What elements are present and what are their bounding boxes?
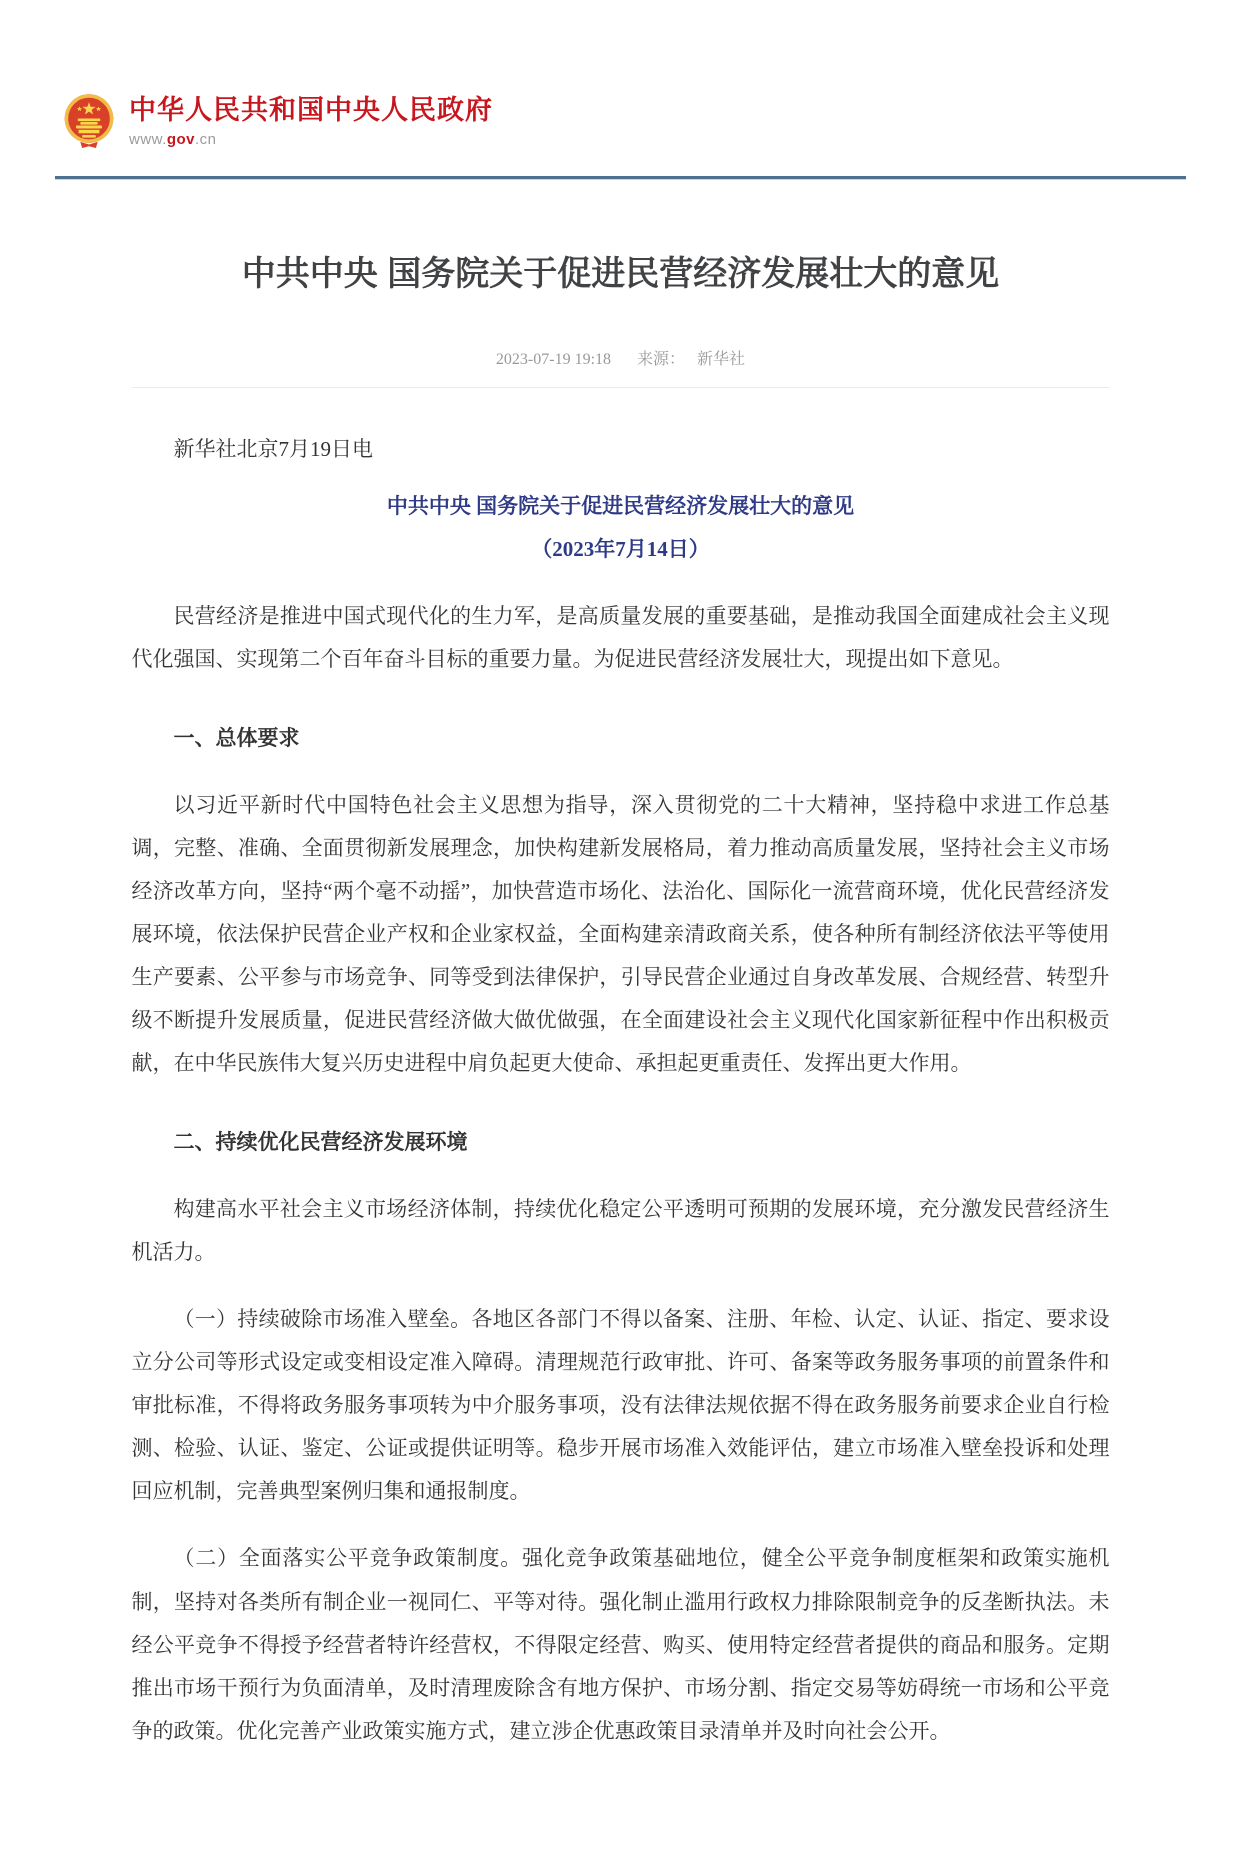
national-emblem-icon <box>63 92 115 152</box>
document-date: （2023年7月14日） <box>531 536 710 561</box>
article-body <box>132 428 1110 1857</box>
site-logo[interactable] <box>63 92 1186 152</box>
site-url[interactable] <box>129 131 493 148</box>
site-url-www: www. <box>129 131 167 149</box>
body-paragraph: 构建高水平社会主义市场经济体制，持续优化稳定公平透明可预期的发展环境，充分激发民营经济生机活力。 <box>131 1197 1110 1265</box>
body-paragraph: 以习近平新时代中国特色社会主义思想为指导，深入贯彻党的二十大精神，坚持稳中求进工作总基调，完整、准确、全面贯彻新发展理念，加快构建新发展格局，着力推动高质量发展，坚持社会主义市场经济改革方向，坚持“两个毫不动摇”，加快营造市场化、法治化、国际化一流营商环境，优化民营经济发展环境，依法保护民营企业产权和企业家权益，全面构建亲清政商关系，使各种所有制经济依法平等使用生产要素、公平参与市场竞争、同等受到法律保护，引导民营企业通过自身改革发展、合规经营、转型升级不断提升发展质量，促进民营经济做大做优做强，在全面建设社会主义现代化国家新征程中作出积极贡献，在中华民族伟大复兴历史进程中肩负起更大使命、承担起更重责任、发挥出更大作用。 <box>131 792 1110 1076</box>
article-meta <box>132 346 1110 369</box>
source-value: 新华社 <box>697 350 746 368</box>
section-heading: 一、总体要求 <box>173 725 300 750</box>
site-name[interactable]: 中华人民共和国中央人民政府 <box>129 95 493 125</box>
article <box>132 253 1110 1857</box>
document-title: 中共中央 国务院关于促进民营经济发展壮大的意见 <box>386 493 855 518</box>
body-paragraph: （一）持续破除市场准入壁垒。各地区各部门不得以备案、注册、年检、认定、认证、指定、要求设立分公司等形式设定或变相设定准入障碍。清理规范行政审批、许可、备案等政务服务事项的前置条件和审批标准，不得将政务服务事项转为中介服务事项，没有法律法规依据不得在政务服务前要求企业自行检测、检验、认证、鉴定、公证或提供证明等。稳步开展市场准入效能评估，建立市场准入壁垒投诉和处理回应机制，完善典型案例归集和通报制度。 <box>131 1307 1110 1504</box>
page-title: 中共中央 国务院关于促进民营经济发展壮大的意见 <box>241 255 1000 293</box>
meta-divider <box>132 387 1110 388</box>
site-title-block <box>129 92 493 148</box>
site-header <box>0 0 1241 152</box>
dateline: 新华社北京7月19日电 <box>173 436 373 461</box>
site-url-cn: .cn <box>195 131 217 149</box>
site-url-gov: gov <box>166 131 196 149</box>
body-paragraph: 民营经济是推进中国式现代化的生力军，是高质量发展的重要基础，是推动我国全面建成社会主义现代化强国、实现第二个百年奋斗目标的重要力量。为促进民营经济发展壮大，现提出如下意见。 <box>131 603 1110 671</box>
body-paragraph: （二）全面落实公平竞争政策制度。强化竞争政策基础地位，健全公平竞争制度框架和政策实施机制，坚持对各类所有制企业一视同仁、平等对待。强化制止滥用行政权力排除限制竞争的反垄断执法。未经公平竞争不得授予经营者特许经营权，不得限定经营、购买、使用特定经营者提供的商品和服务。定期推出市场干预行为负面清单，及时清理废除含有地方保护、市场分割、指定交易等妨碍统一市场和公平竞争的政策。优化完善产业政策实施方式，建立涉企优惠政策目录清单并及时向社会公开。 <box>131 1546 1110 1743</box>
section-heading: 二、持续优化民营经济发展环境 <box>173 1130 468 1155</box>
header-divider <box>55 176 1186 179</box>
source-label: 来源： <box>637 350 686 368</box>
publish-datetime: 2023-07-19 19:18 <box>495 350 612 368</box>
paragraph-list <box>132 595 1110 1753</box>
